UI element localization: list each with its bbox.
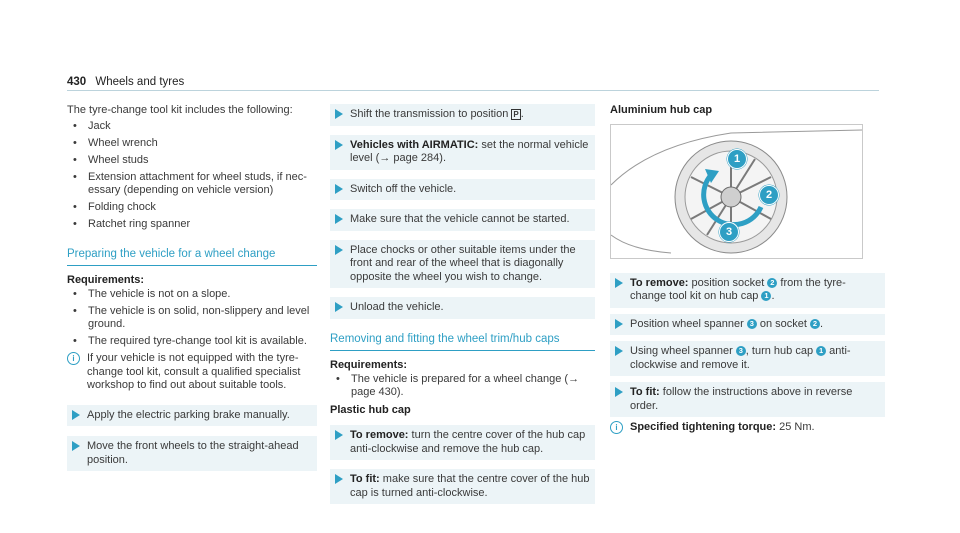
requirements-list xyxy=(330,373,595,400)
callout-ref-2: 2 xyxy=(767,278,777,288)
action-step xyxy=(330,179,595,201)
callout-3: 3 xyxy=(719,222,739,242)
list-item: • Wheel wrench xyxy=(67,137,317,151)
info-note xyxy=(67,352,317,393)
callout-ref-3: 3 xyxy=(736,346,746,356)
arrow-right-icon xyxy=(335,302,343,312)
list-item: • Extension attachment for wheel studs, if necessary (depending on vehicle version) xyxy=(67,171,317,198)
action-step xyxy=(67,405,317,427)
arrow-right-icon xyxy=(335,474,343,484)
requirements-label: Requirements: xyxy=(67,274,145,286)
action-step: Using wheel spanner 3 , turn hub cap 1 anti-clockwise and remove it. xyxy=(610,341,885,376)
step-text: Unload the vehicle. xyxy=(350,301,444,313)
page-number: 430 xyxy=(67,76,87,88)
list-item: • The required tyre-change tool kit is available. xyxy=(67,335,317,349)
kit-list xyxy=(67,120,317,232)
arrow-right-icon xyxy=(615,319,623,329)
arrow-right-icon xyxy=(335,109,343,119)
list-item: • The vehicle is on solid, non-slippery and level ground. xyxy=(67,305,317,332)
column-right xyxy=(610,104,885,435)
step-text: Move the front wheels to the straight-ahead position. xyxy=(87,440,299,466)
requirements-label: Requirements: xyxy=(330,359,408,371)
callout-ref-3: 3 xyxy=(747,319,757,329)
column-left xyxy=(67,104,317,471)
arrow-right-icon xyxy=(615,387,623,397)
arrow-right-icon xyxy=(335,430,343,440)
action-step: Position wheel spanner 3 on socket 2 . xyxy=(610,314,885,336)
list-item: • The vehicle is prepared for a wheel change (→ page 430). xyxy=(330,373,595,400)
action-step xyxy=(330,297,595,319)
info-icon: i xyxy=(67,352,80,365)
torque-note: i Specified tightening torque: 25 Nm. xyxy=(610,421,885,435)
header-divider xyxy=(67,90,879,91)
hub-cap-illustration xyxy=(610,124,863,259)
callout-ref-1: 1 xyxy=(761,291,771,301)
action-step: To remove: position socket 2 from the tyre-change tool kit on hub cap 1 . xyxy=(610,273,885,308)
section-heading-hub-caps: Removing and fitting the wheel trim/hub caps xyxy=(330,333,595,352)
note-text: If your vehicle is not equipped with the tyre-change tool kit, consult a qualified specialist workshop to find out about suitable tools. xyxy=(87,352,301,391)
arrow-right-icon xyxy=(335,214,343,224)
arrow-right-icon xyxy=(615,346,623,356)
callout-1: 1 xyxy=(727,149,747,169)
callout-ref-1: 1 xyxy=(816,346,826,356)
callout-2: 2 xyxy=(759,185,779,205)
plastic-hub-cap-heading: Plastic hub cap xyxy=(330,403,411,416)
column-middle xyxy=(330,104,595,504)
step-text: Apply the electric parking brake manually. xyxy=(87,408,290,421)
arrow-right-icon xyxy=(72,441,80,451)
step-text: Place chocks or other suitable items under the front and rear of the wheel that is diagonally opposite the wheel you wish to change. xyxy=(350,243,576,283)
arrow-right-icon xyxy=(335,245,343,255)
action-step: To fit: make sure that the centre cover of the hub cap is turned anti-clockwise. xyxy=(330,469,595,504)
arrow-right-icon xyxy=(335,140,343,150)
callout-ref-2: 2 xyxy=(810,319,820,329)
arrow-right-icon xyxy=(335,184,343,194)
list-item: • The vehicle is not on a slope. xyxy=(67,288,317,302)
step-text: Switch off the vehicle. xyxy=(350,182,457,195)
arrow-right-icon xyxy=(615,278,623,288)
info-icon: i xyxy=(610,421,623,434)
section-heading-preparing: Preparing the vehicle for a wheel change xyxy=(67,248,317,267)
list-item: • Wheel studs xyxy=(67,154,317,168)
requirements-list xyxy=(67,288,317,349)
action-step xyxy=(330,240,595,289)
arrow-right-icon xyxy=(72,410,80,420)
action-step: Shift the transmission to position P . xyxy=(330,104,595,126)
action-step: Vehicles with AIRMATIC: set the normal vehicle level (→ page 284). xyxy=(330,135,595,170)
chapter-title: Wheels and tyres xyxy=(95,76,185,88)
aluminium-hub-cap-heading: Aluminium hub cap xyxy=(610,104,713,116)
list-item: • Ratchet ring spanner xyxy=(67,218,317,232)
airmatic-label: Vehicles with AIRMATIC: xyxy=(350,138,479,151)
list-item: • Jack xyxy=(67,120,317,134)
action-step: To fit: follow the instructions above in reverse order. xyxy=(610,382,885,417)
action-step: To remove: turn the centre cover of the hub cap anti-clockwise and remove the hub cap. xyxy=(330,425,595,460)
step-text: Make sure that the vehicle cannot be started. xyxy=(350,213,570,225)
action-step xyxy=(330,209,595,231)
page-header xyxy=(67,76,184,88)
park-position-icon: P xyxy=(513,110,519,119)
action-step xyxy=(67,436,317,471)
kit-intro: The tyre-change tool kit includes the following: xyxy=(67,104,293,116)
list-item: • Folding chock xyxy=(67,201,317,215)
